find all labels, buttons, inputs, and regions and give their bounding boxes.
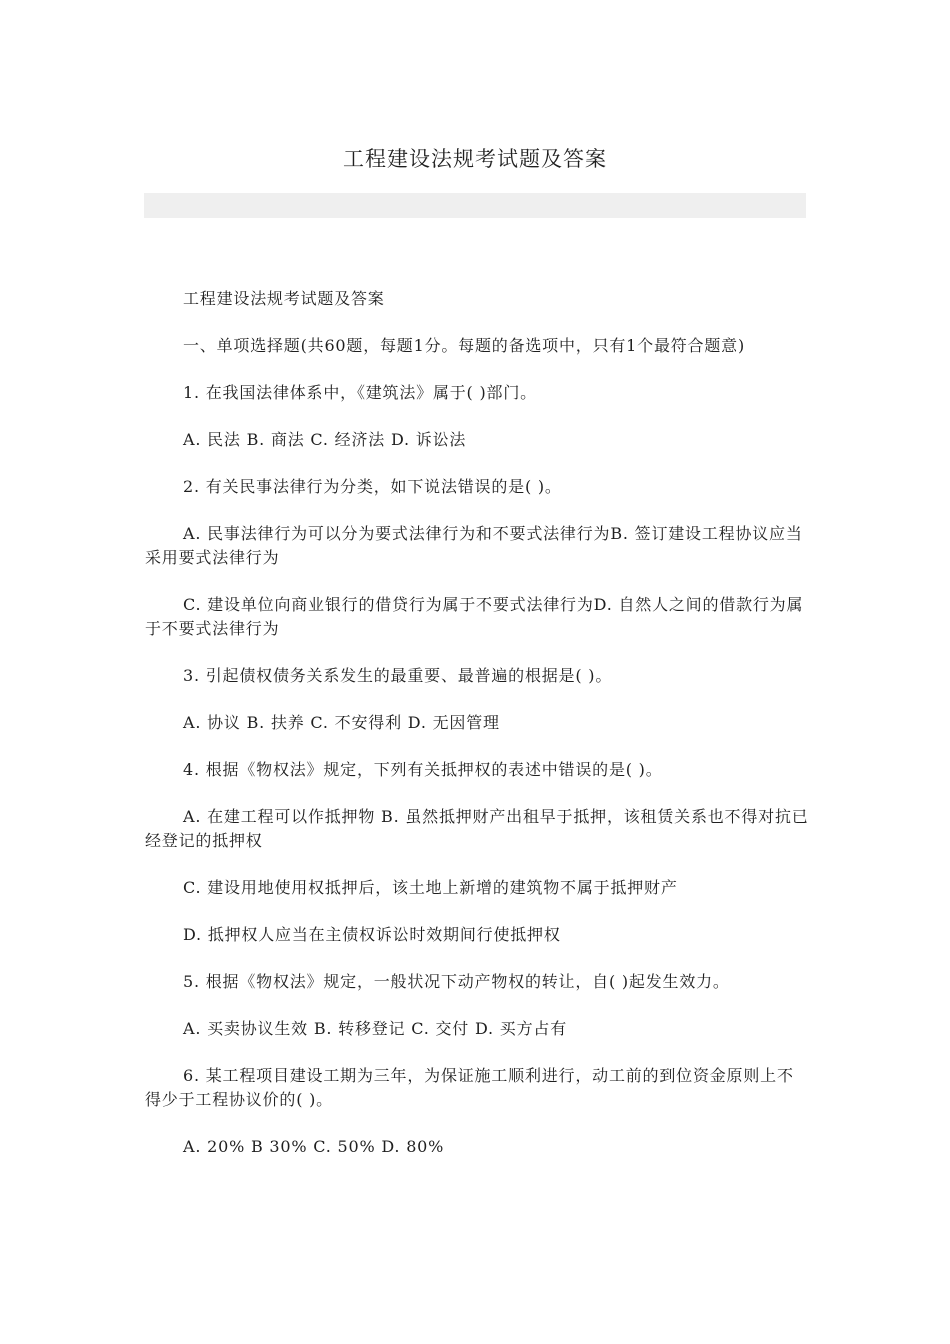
- question-2-options-cd: C. 建设单位向商业银行的借贷行为属于不要式法律行为D. 自然人之间的借款行为属于不要式法律行为: [145, 595, 804, 638]
- header-divider-bar: [144, 193, 806, 218]
- question-6-options: A. 20% B 30% C. 50% D. 80%: [183, 1137, 445, 1156]
- question-4-option-c: C. 建设用地使用权抵押后，该土地上新增的建筑物不属于抵押财产: [183, 878, 678, 897]
- question-5-options: A. 买卖协议生效 B. 转移登记 C. 交付 D. 买方占有: [183, 1019, 567, 1038]
- question-2: 2. 有关民事法律行为分类，如下说法错误的是( )。: [183, 477, 562, 496]
- subtitle-paragraph: 工程建设法规考试题及答案: [183, 289, 385, 308]
- question-4-options-ab: A. 在建工程可以作抵押物 B. 虽然抵押财产出租早于抵押，该租赁关系也不得对抗已经登记的抵押权: [145, 807, 809, 850]
- section-heading: 一、单项选择题(共60题，每题1分。每题的备选项中，只有1个最符合题意): [183, 336, 746, 355]
- question-3: 3. 引起债权债务关系发生的最重要、最普遍的根据是( )。: [183, 666, 613, 685]
- question-1-options: A. 民法 B. 商法 C. 经济法 D. 诉讼法: [183, 430, 467, 449]
- question-5: 5. 根据《物权法》规定，一般状况下动产物权的转让，自( )起发生效力。: [183, 972, 730, 991]
- document-body: [145, 287, 809, 1182]
- question-4-option-d: D. 抵押权人应当在主债权诉讼时效期间行使抵押权: [183, 925, 561, 944]
- question-6: 6. 某工程项目建设工期为三年，为保证施工顺利进行，动工前的到位资金原则上不得少于工程协议价的( )。: [145, 1066, 794, 1109]
- document-title: 工程建设法规考试题及答案: [343, 147, 607, 171]
- question-4: 4. 根据《物权法》规定，下列有关抵押权的表述中错误的是( )。: [183, 760, 663, 779]
- question-2-options-ab: A. 民事法律行为可以分为要式法律行为和不要式法律行为B. 签订建设工程协议应当采用要式法律行为: [145, 524, 803, 567]
- question-3-options: A. 协议 B. 扶养 C. 不安得利 D. 无因管理: [183, 713, 500, 732]
- question-1: 1. 在我国法律体系中，《建筑法》属于( )部门。: [183, 383, 537, 402]
